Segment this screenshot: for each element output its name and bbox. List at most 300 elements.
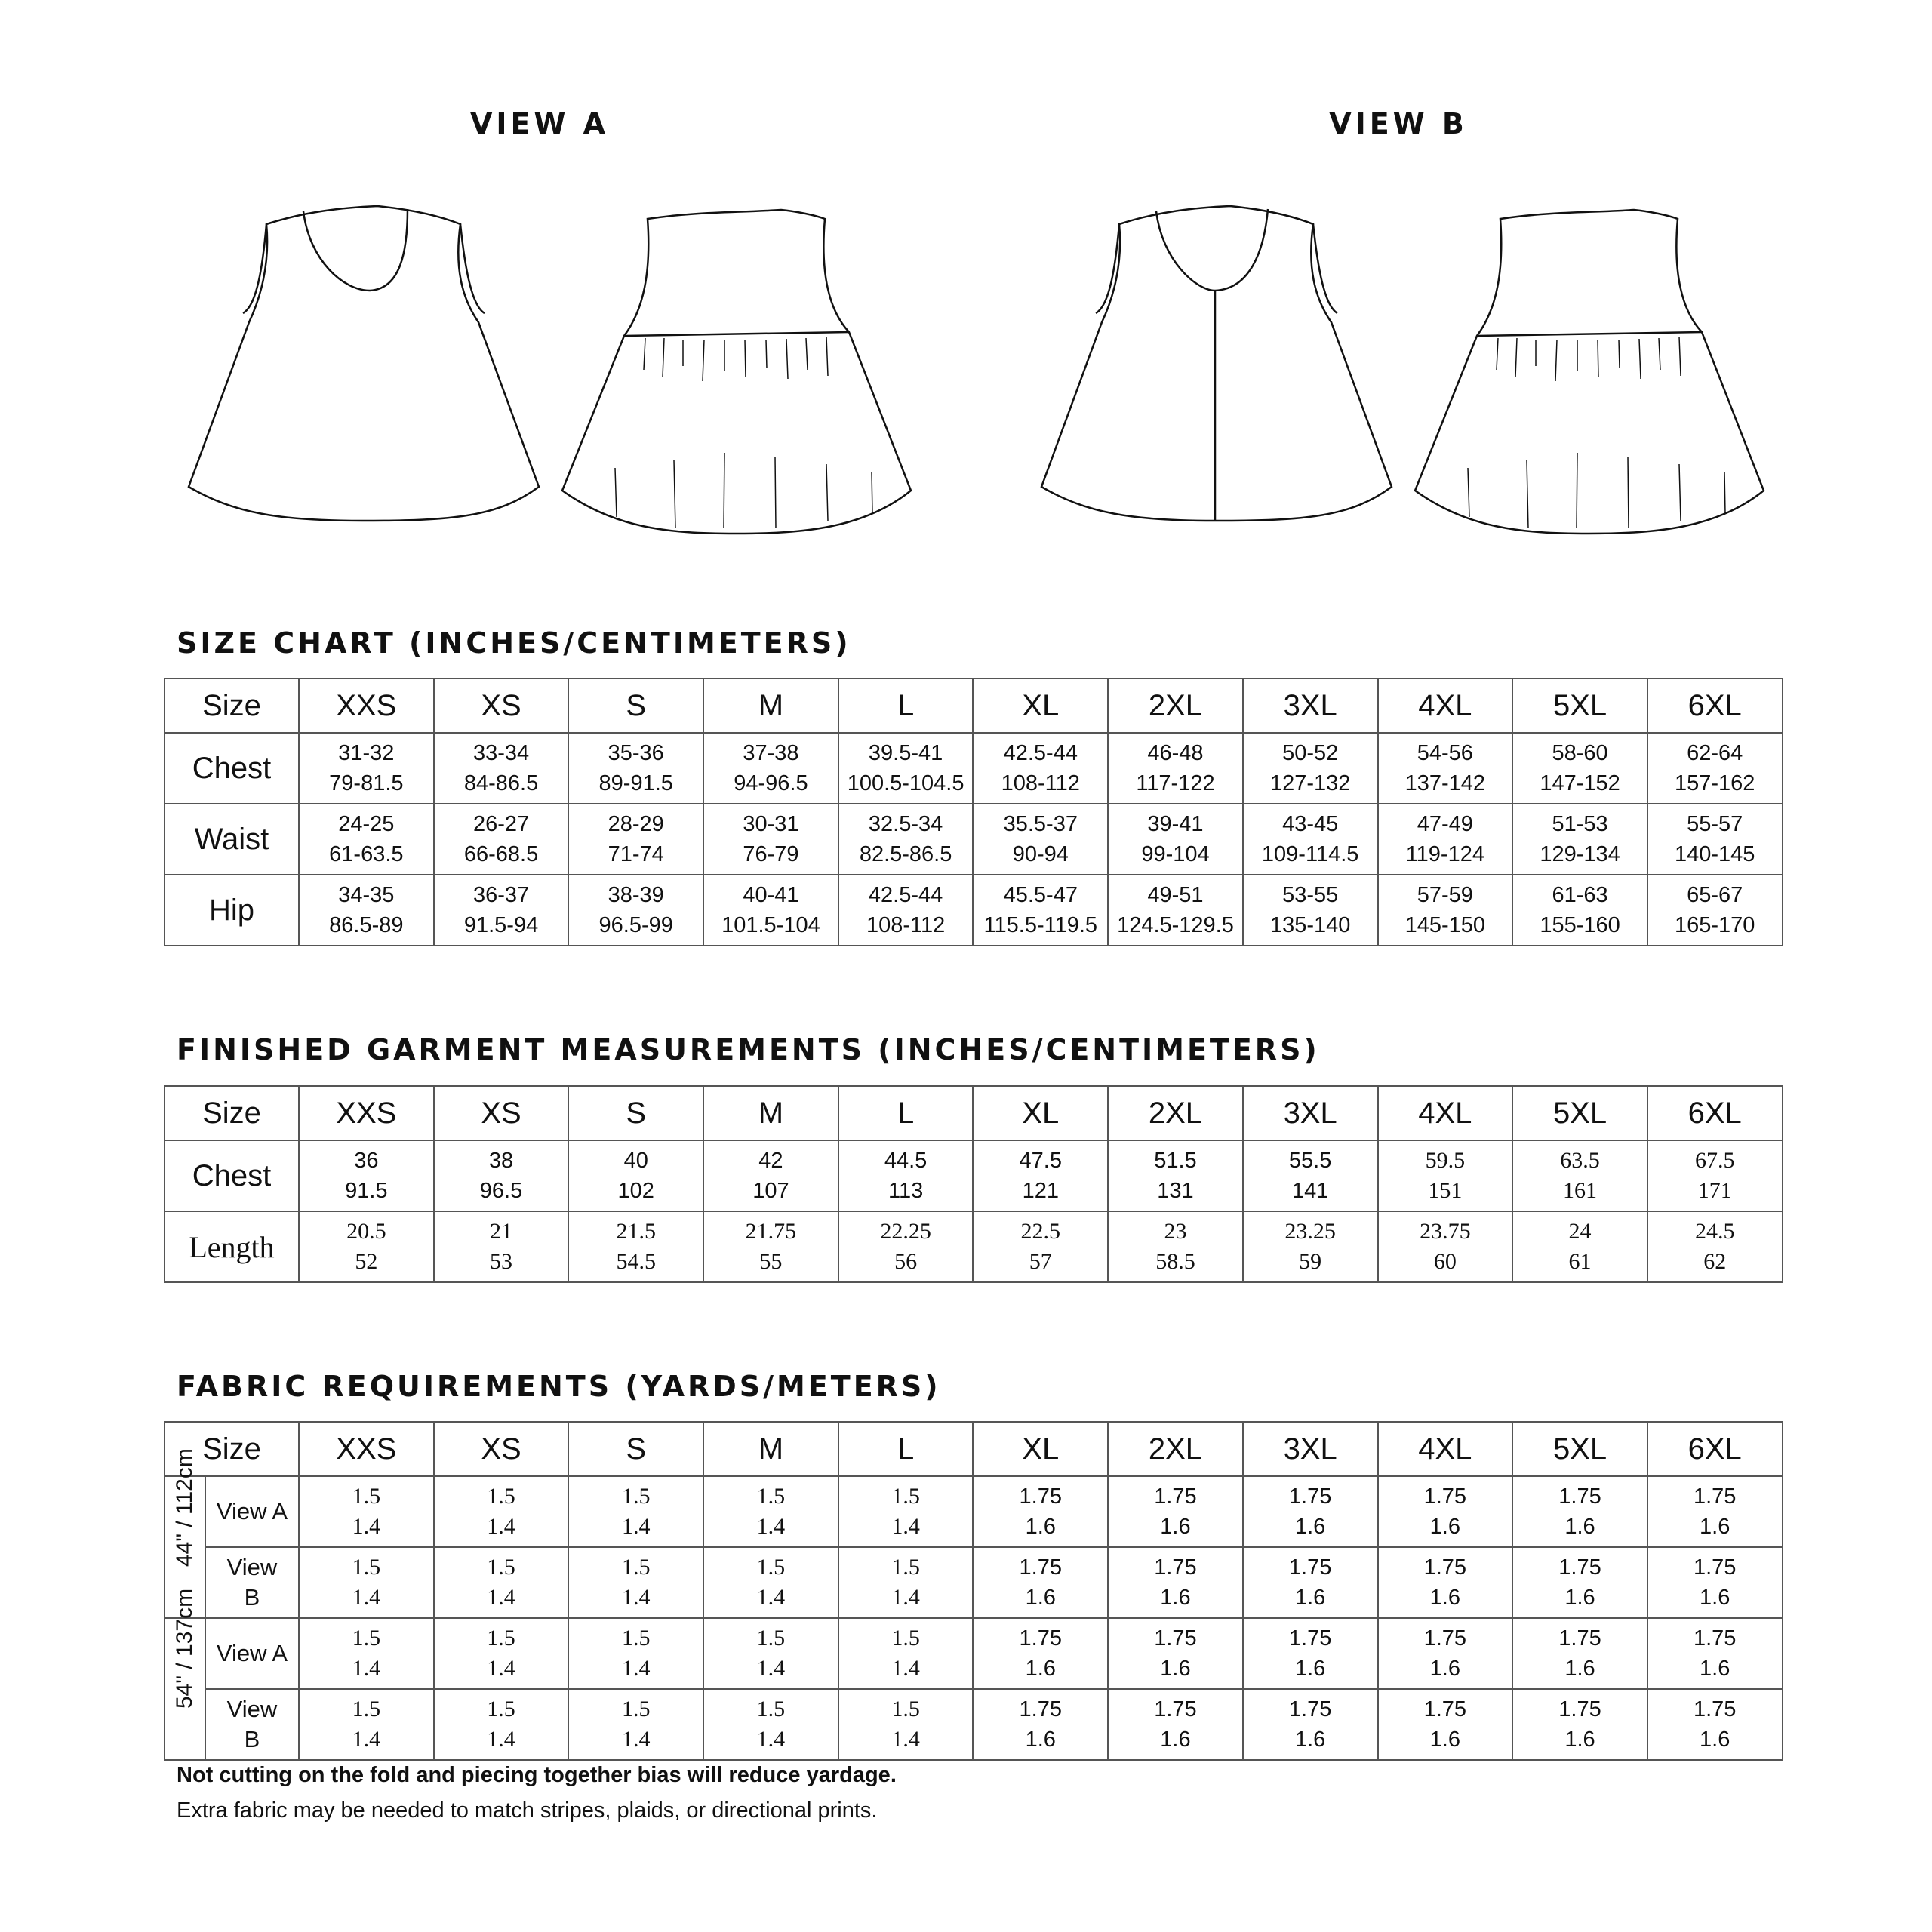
size-col: L xyxy=(838,678,974,733)
value-line-1: 1.75 xyxy=(1693,1484,1737,1509)
value-line-1: 45.5-47 xyxy=(1003,883,1078,907)
value-line-1: 33-34 xyxy=(472,741,530,765)
value-line-2: 1.6 xyxy=(1160,1657,1191,1681)
size-col: 2XL xyxy=(1108,1086,1243,1140)
value-line-2: 91.5-94 xyxy=(463,913,539,937)
value-line-1: 38-39 xyxy=(608,883,664,907)
table-cell xyxy=(568,1618,703,1689)
value-line-2: 1.4 xyxy=(891,1727,920,1752)
value-line-1: 1.5 xyxy=(621,1697,651,1721)
value-line-1: 23 xyxy=(1164,1219,1187,1244)
value-line-1: 1.5 xyxy=(352,1697,381,1721)
value-line-2: 1.6 xyxy=(1160,1586,1191,1610)
table-cell xyxy=(973,1140,1108,1211)
table-cell xyxy=(1512,1211,1647,1282)
value-line-1: 50-52 xyxy=(1282,741,1339,765)
value-line-2: 57 xyxy=(1029,1249,1052,1274)
table-row xyxy=(165,1689,1783,1760)
value-line-2: 1.6 xyxy=(1429,1727,1460,1752)
value-line-1: 1.5 xyxy=(621,1626,651,1651)
size-chart-table xyxy=(164,678,1783,946)
value-line-1: 24 xyxy=(1568,1219,1592,1244)
table-cell xyxy=(568,1689,703,1760)
view-a-back-illustration xyxy=(555,196,917,543)
value-line-1: 1.5 xyxy=(756,1555,786,1580)
table-cell xyxy=(1243,1476,1378,1547)
size-chart-title: SIZE CHART (INCHES/CENTIMETERS) xyxy=(177,626,851,660)
table-cell xyxy=(1108,733,1243,804)
value-line-2: 61-63.5 xyxy=(329,842,404,866)
size-header: Size xyxy=(165,1086,299,1140)
value-line-2: 1.6 xyxy=(1160,1727,1191,1752)
table-header-row xyxy=(165,1422,1783,1476)
value-line-2: 1.4 xyxy=(756,1585,786,1610)
value-line-1: 35.5-37 xyxy=(1003,812,1078,836)
value-line-2: 96.5-99 xyxy=(598,913,673,937)
table-cell xyxy=(973,1618,1108,1689)
value-line-2: 60 xyxy=(1433,1249,1457,1274)
table-cell xyxy=(703,804,838,875)
table-cell xyxy=(1108,875,1243,946)
size-col: 5XL xyxy=(1512,1422,1647,1476)
value-line-1: 1.5 xyxy=(487,1626,515,1651)
value-line-2: 1.4 xyxy=(352,1585,381,1610)
table-cell xyxy=(1108,1618,1243,1689)
value-line-2: 1.6 xyxy=(1564,1727,1595,1752)
size-col: M xyxy=(703,678,838,733)
value-line-1: View xyxy=(226,1554,278,1580)
fabric-note-bold: Not cutting on the fold and piecing together bias will reduce yardage. xyxy=(177,1763,897,1787)
value-line-2: 71-74 xyxy=(608,842,664,866)
table-row xyxy=(165,1211,1783,1282)
value-line-1: 49-51 xyxy=(1147,883,1204,907)
table-cell xyxy=(838,875,974,946)
value-line-1: 46-48 xyxy=(1147,741,1204,765)
size-col: 4XL xyxy=(1378,678,1513,733)
table-cell xyxy=(434,1140,569,1211)
size-col: M xyxy=(703,1086,838,1140)
view-b-front-illustration xyxy=(1034,200,1396,532)
value-line-2: 79-81.5 xyxy=(329,771,404,795)
table-cell xyxy=(1378,1547,1513,1618)
size-col: L xyxy=(838,1422,974,1476)
value-line-2: 52 xyxy=(355,1249,378,1274)
value-line-1: 39-41 xyxy=(1147,812,1204,836)
value-line-1: 63.5 xyxy=(1560,1148,1600,1173)
value-line-2: 94-96.5 xyxy=(734,771,808,795)
value-line-1: 53-55 xyxy=(1282,883,1339,907)
row-label: Hip xyxy=(165,875,299,946)
table-cell xyxy=(1647,804,1783,875)
table-cell xyxy=(838,733,974,804)
value-line-2: 1.4 xyxy=(891,1585,920,1610)
size-col: S xyxy=(568,678,703,733)
size-col: 3XL xyxy=(1243,1086,1378,1140)
value-line-2: 1.6 xyxy=(1564,1515,1595,1539)
value-line-1: 26-27 xyxy=(472,812,530,836)
table-cell xyxy=(703,1211,838,1282)
value-line-2: 165-170 xyxy=(1675,913,1755,937)
value-line-2: 1.6 xyxy=(1429,1586,1460,1610)
size-col: XXS xyxy=(299,1086,434,1140)
value-line-2: 58.5 xyxy=(1155,1249,1195,1274)
value-line-2: 90-94 xyxy=(1012,842,1069,866)
value-line-1: 1.75 xyxy=(1019,1697,1062,1721)
size-header: Size xyxy=(165,678,299,733)
size-col: 5XL xyxy=(1512,1086,1647,1140)
table-cell xyxy=(568,1476,703,1547)
value-line-2: 157-162 xyxy=(1675,771,1755,795)
value-line-1: 1.75 xyxy=(1154,1484,1197,1509)
size-col: XS xyxy=(434,1086,569,1140)
size-col: 2XL xyxy=(1108,678,1243,733)
table-row xyxy=(165,1140,1783,1211)
table-cell xyxy=(568,1211,703,1282)
value-line-2: 1.4 xyxy=(756,1656,786,1681)
value-line-2: 99-104 xyxy=(1141,842,1210,866)
value-line-2: 1.6 xyxy=(1700,1586,1730,1610)
value-line-1: 1.5 xyxy=(891,1697,920,1721)
value-line-2: 1.6 xyxy=(1564,1657,1595,1681)
table-cell xyxy=(568,733,703,804)
table-cell xyxy=(1647,1689,1783,1760)
size-col: XXS xyxy=(299,1422,434,1476)
table-cell xyxy=(703,733,838,804)
table-cell xyxy=(703,875,838,946)
value-line-1: 40 xyxy=(623,1149,648,1173)
value-line-1: 23.25 xyxy=(1284,1219,1336,1244)
value-line-1: 1.75 xyxy=(1558,1484,1601,1509)
value-line-1: 21.75 xyxy=(745,1219,797,1244)
size-col: M xyxy=(703,1422,838,1476)
value-line-2: 1.4 xyxy=(621,1727,651,1752)
value-line-1: 1.5 xyxy=(891,1555,920,1580)
value-line-2: 1.6 xyxy=(1160,1515,1191,1539)
value-line-1: 30-31 xyxy=(743,812,799,836)
view-a-title: VIEW A xyxy=(469,107,610,140)
value-line-2: 1.6 xyxy=(1025,1657,1056,1681)
row-label: Length xyxy=(165,1211,299,1282)
table-cell xyxy=(838,1618,974,1689)
size-header: Size xyxy=(165,1422,299,1476)
table-cell xyxy=(838,1140,974,1211)
size-col: 4XL xyxy=(1378,1086,1513,1140)
value-line-1: 31-32 xyxy=(338,741,395,765)
size-col: S xyxy=(568,1422,703,1476)
table-cell xyxy=(973,875,1108,946)
view-a-front-illustration xyxy=(181,200,543,532)
value-line-1: 51-53 xyxy=(1552,812,1608,836)
value-line-1: 22.25 xyxy=(880,1219,931,1244)
value-line-2: 1.4 xyxy=(891,1514,920,1539)
value-line-1: View xyxy=(226,1696,278,1722)
table-cell xyxy=(1647,733,1783,804)
value-line-2: 55 xyxy=(759,1249,783,1274)
table-cell xyxy=(299,1211,434,1282)
table-cell xyxy=(1378,804,1513,875)
table-cell xyxy=(1243,1618,1378,1689)
table-header-row xyxy=(165,1086,1783,1140)
value-line-1: 23.75 xyxy=(1420,1219,1471,1244)
value-line-2: 1.4 xyxy=(352,1656,381,1681)
size-col: XXS xyxy=(299,678,434,733)
value-line-2: 108-112 xyxy=(1001,771,1080,795)
table-cell xyxy=(1512,875,1647,946)
value-line-1: 1.75 xyxy=(1423,1555,1467,1580)
value-line-1: 21.5 xyxy=(616,1219,656,1244)
value-line-1: 1.75 xyxy=(1288,1555,1332,1580)
value-line-2: 1.4 xyxy=(621,1514,651,1539)
value-line-2: 1.6 xyxy=(1294,1586,1326,1610)
value-line-1: 32.5-34 xyxy=(868,812,943,836)
value-line-2: 59 xyxy=(1299,1249,1322,1274)
table-cell xyxy=(1512,804,1647,875)
table-cell xyxy=(1108,1140,1243,1211)
value-line-1: 1.5 xyxy=(891,1626,920,1651)
value-line-1: 1.75 xyxy=(1558,1697,1601,1721)
value-line-2: 1.4 xyxy=(756,1727,786,1752)
table-cell xyxy=(1647,1547,1783,1618)
value-line-2: 66-68.5 xyxy=(463,842,539,866)
finished-measurements-title: FINISHED GARMENT MEASUREMENTS (INCHES/CENTIMETERS) xyxy=(177,1033,1320,1066)
value-line-2: 124.5-129.5 xyxy=(1117,913,1234,937)
value-line-2: 84-86.5 xyxy=(463,771,539,795)
view-label xyxy=(205,1547,299,1618)
table-cell xyxy=(703,1618,838,1689)
value-line-1: 54-56 xyxy=(1417,741,1473,765)
table-cell xyxy=(1108,1689,1243,1760)
table-cell xyxy=(1243,733,1378,804)
value-line-2: 145-150 xyxy=(1404,913,1486,937)
value-line-2: 1.6 xyxy=(1700,1727,1730,1752)
value-line-1: 1.5 xyxy=(621,1484,651,1509)
value-line-2: 82.5-86.5 xyxy=(859,842,952,866)
value-line-2: 76-79 xyxy=(743,842,799,866)
value-line-1: 1.5 xyxy=(352,1555,381,1580)
value-line-1: 1.75 xyxy=(1154,1697,1197,1721)
table-cell xyxy=(1378,1140,1513,1211)
table-cell xyxy=(1512,733,1647,804)
table-cell xyxy=(1512,1140,1647,1211)
value-line-2: 1.4 xyxy=(756,1514,786,1539)
table-row xyxy=(165,1618,1783,1689)
value-line-1: 24-25 xyxy=(338,812,395,836)
value-line-2: 140-145 xyxy=(1675,842,1755,866)
table-cell xyxy=(299,1140,434,1211)
value-line-1: 58-60 xyxy=(1552,741,1608,765)
value-line-2: 1.4 xyxy=(487,1727,515,1752)
table-cell xyxy=(1378,733,1513,804)
fabric-requirements-table xyxy=(164,1421,1783,1761)
value-line-1: 1.75 xyxy=(1288,1626,1332,1651)
size-col: XL xyxy=(973,1422,1108,1476)
value-line-2: 1.6 xyxy=(1294,1727,1326,1752)
table-cell xyxy=(973,1476,1108,1547)
value-line-2: 161 xyxy=(1563,1178,1598,1203)
value-line-1: 1.75 xyxy=(1288,1697,1332,1721)
table-cell xyxy=(838,1689,974,1760)
view-label: View A xyxy=(205,1476,299,1547)
value-line-1: 55.5 xyxy=(1288,1149,1332,1173)
value-line-2: 1.4 xyxy=(487,1656,515,1681)
value-line-2: 131 xyxy=(1157,1179,1194,1203)
table-cell xyxy=(1243,1211,1378,1282)
value-line-1: 22.5 xyxy=(1020,1219,1061,1244)
value-line-1: 35-36 xyxy=(608,741,664,765)
table-cell xyxy=(1378,1476,1513,1547)
value-line-1: 1.75 xyxy=(1154,1555,1197,1580)
size-col: XL xyxy=(973,678,1108,733)
value-line-1: 36 xyxy=(354,1149,379,1173)
table-cell xyxy=(1243,875,1378,946)
value-line-2: 1.4 xyxy=(487,1585,515,1610)
table-cell xyxy=(1647,875,1783,946)
size-col: 5XL xyxy=(1512,678,1647,733)
value-line-2: 1.4 xyxy=(352,1514,381,1539)
table-cell xyxy=(838,1476,974,1547)
value-line-2: 102 xyxy=(617,1179,654,1203)
value-line-1: 1.75 xyxy=(1019,1555,1062,1580)
value-line-1: 1.75 xyxy=(1558,1626,1601,1651)
value-line-2: 1.6 xyxy=(1564,1586,1595,1610)
table-cell xyxy=(1647,1211,1783,1282)
table-cell xyxy=(703,1689,838,1760)
value-line-2: 1.6 xyxy=(1429,1515,1460,1539)
value-line-1: 47-49 xyxy=(1417,812,1473,836)
table-cell xyxy=(1647,1140,1783,1211)
table-cell xyxy=(838,1211,974,1282)
finished-measurements-table xyxy=(164,1085,1783,1283)
table-cell xyxy=(973,1547,1108,1618)
value-line-1: 1.75 xyxy=(1019,1484,1062,1509)
value-line-1: 1.5 xyxy=(487,1697,515,1721)
row-label: Chest xyxy=(165,733,299,804)
value-line-1: 1.75 xyxy=(1288,1484,1332,1509)
value-line-2: 107 xyxy=(752,1179,789,1203)
view-label xyxy=(205,1689,299,1760)
value-line-1: 24.5 xyxy=(1694,1219,1735,1244)
fabric-width-text: 44" / 112cm xyxy=(172,1448,197,1567)
value-line-1: 34-35 xyxy=(338,883,395,907)
value-line-2: 1.6 xyxy=(1025,1727,1056,1752)
value-line-2: 1.4 xyxy=(487,1514,515,1539)
value-line-2: 147-152 xyxy=(1540,771,1620,795)
value-line-1: 1.5 xyxy=(756,1626,786,1651)
value-line-1: 1.5 xyxy=(487,1555,515,1580)
value-line-1: 1.75 xyxy=(1558,1555,1601,1580)
value-line-1: 1.75 xyxy=(1423,1697,1467,1721)
value-line-2: 56 xyxy=(894,1249,918,1274)
table-cell xyxy=(703,1140,838,1211)
size-col: S xyxy=(568,1086,703,1140)
value-line-2: 141 xyxy=(1291,1179,1329,1203)
table-row xyxy=(165,804,1783,875)
size-col: 2XL xyxy=(1108,1422,1243,1476)
table-cell xyxy=(1378,1211,1513,1282)
value-line-2: 115.5-119.5 xyxy=(983,913,1098,937)
value-line-2: 113 xyxy=(888,1179,924,1203)
view-b-title: VIEW B xyxy=(1329,107,1468,140)
fabric-note: Extra fabric may be needed to match stripes, plaids, or directional prints. xyxy=(177,1798,878,1823)
size-col: XS xyxy=(434,1422,569,1476)
value-line-1: 62-64 xyxy=(1687,741,1743,765)
value-line-2: 1.4 xyxy=(891,1656,920,1681)
value-line-2: 137-142 xyxy=(1404,771,1486,795)
table-cell xyxy=(973,804,1108,875)
value-line-2: 1.6 xyxy=(1025,1586,1056,1610)
table-cell xyxy=(299,1476,434,1547)
value-line-2: 86.5-89 xyxy=(329,913,404,937)
fabric-requirements-title: FABRIC REQUIREMENTS (YARDS/METERS) xyxy=(177,1370,941,1403)
table-cell xyxy=(1512,1547,1647,1618)
value-line-1: 40-41 xyxy=(743,883,799,907)
table-cell xyxy=(434,1476,569,1547)
row-label: Chest xyxy=(165,1140,299,1211)
value-line-2: 54.5 xyxy=(616,1249,656,1274)
fabric-width-label xyxy=(165,1588,205,1760)
value-line-1: 42.5-44 xyxy=(868,883,943,907)
value-line-2: 89-91.5 xyxy=(598,771,673,795)
size-col: XS xyxy=(434,678,569,733)
value-line-1: 43-45 xyxy=(1282,812,1339,836)
table-cell xyxy=(1512,1689,1647,1760)
table-cell xyxy=(568,875,703,946)
value-line-2: 96.5 xyxy=(479,1179,523,1203)
value-line-1: 47.5 xyxy=(1019,1149,1062,1173)
table-cell xyxy=(1378,1618,1513,1689)
size-col: 6XL xyxy=(1647,678,1783,733)
table-cell xyxy=(1108,1211,1243,1282)
value-line-1: 44.5 xyxy=(884,1149,928,1173)
value-line-2: 1.6 xyxy=(1294,1657,1326,1681)
table-cell xyxy=(434,733,569,804)
table-cell xyxy=(1243,1140,1378,1211)
table-cell xyxy=(1378,1689,1513,1760)
value-line-1: 1.75 xyxy=(1423,1626,1467,1651)
value-line-2: 1.6 xyxy=(1294,1515,1326,1539)
table-cell xyxy=(1647,1618,1783,1689)
value-line-1: 42.5-44 xyxy=(1003,741,1078,765)
value-line-2: 1.6 xyxy=(1700,1657,1730,1681)
table-cell xyxy=(568,1140,703,1211)
value-line-1: 38 xyxy=(488,1149,514,1173)
size-col: 6XL xyxy=(1647,1422,1783,1476)
table-cell xyxy=(973,733,1108,804)
table-cell xyxy=(434,804,569,875)
value-line-2: 108-112 xyxy=(866,913,946,937)
value-line-1: 59.5 xyxy=(1425,1148,1466,1173)
value-line-1: 1.75 xyxy=(1019,1626,1062,1651)
table-cell xyxy=(1647,1476,1783,1547)
value-line-2: 155-160 xyxy=(1540,913,1620,937)
value-line-1: 39.5-41 xyxy=(868,741,943,765)
value-line-2: B xyxy=(244,1726,260,1752)
table-cell xyxy=(1108,804,1243,875)
value-line-2: 1.4 xyxy=(352,1727,381,1752)
value-line-2: 1.4 xyxy=(621,1656,651,1681)
value-line-2: 135-140 xyxy=(1269,913,1351,937)
table-cell xyxy=(1243,804,1378,875)
fabric-width-text: 54" / 137cm xyxy=(172,1588,197,1709)
value-line-1: 51.5 xyxy=(1154,1149,1197,1173)
value-line-1: 28-29 xyxy=(608,812,664,836)
value-line-1: 1.75 xyxy=(1423,1484,1467,1509)
size-col: XL xyxy=(973,1086,1108,1140)
table-cell xyxy=(299,804,434,875)
value-line-1: 1.5 xyxy=(621,1555,651,1580)
size-col: L xyxy=(838,1086,974,1140)
table-cell xyxy=(568,804,703,875)
